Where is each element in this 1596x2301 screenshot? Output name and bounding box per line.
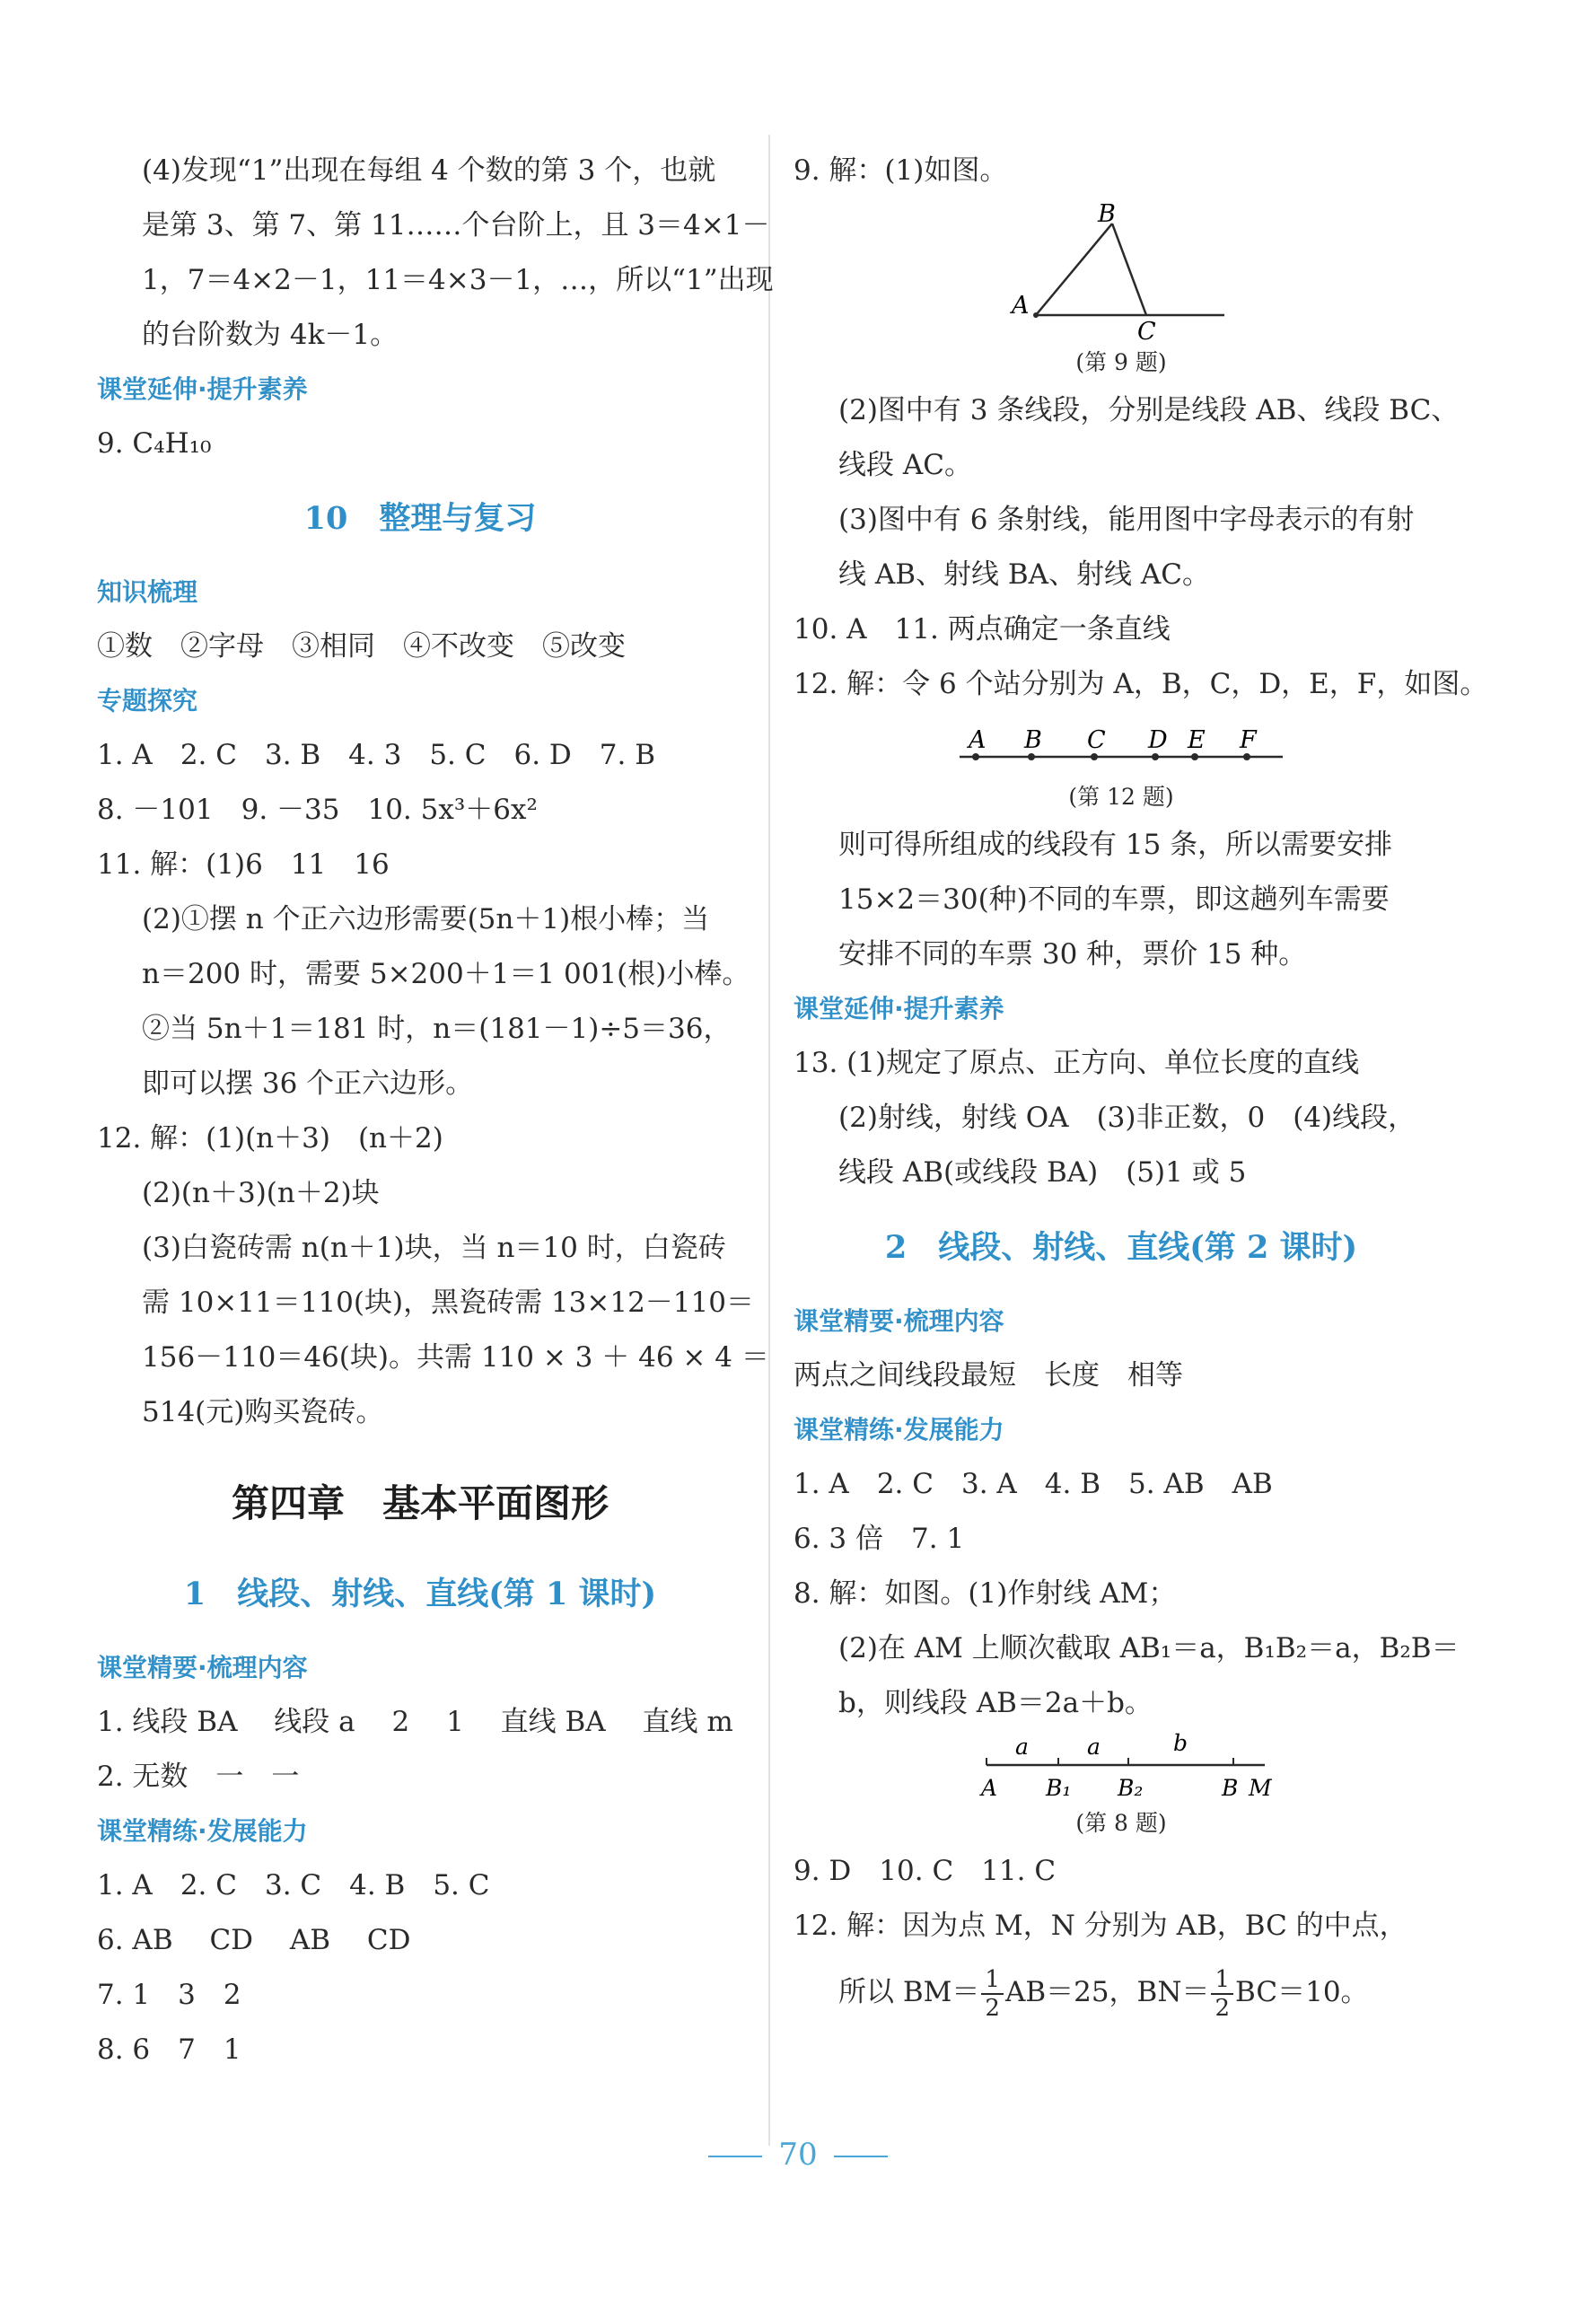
- section-heading: 课堂精练·发展能力: [794, 1415, 1004, 1445]
- figure-9-triangle: [1004, 198, 1238, 342]
- answer-line: 1. A 2. C 3. B 4. 3 5. C 6. D 7. B: [97, 739, 655, 771]
- figure-12-stations: [951, 712, 1292, 777]
- answer-line: 12. 解：(1)(n＋3) (n＋2): [97, 1122, 443, 1155]
- station-label: E: [1188, 726, 1206, 754]
- point-label: B₁: [1046, 1775, 1072, 1801]
- figure-caption: (第 12 题): [1068, 784, 1174, 810]
- text-part: BC＝10。: [1235, 1976, 1369, 2008]
- answer-line: 8. 解：如图。(1)作射线 AM；: [794, 1577, 1177, 1610]
- section-heading: 课堂精练·发展能力: [97, 1816, 308, 1846]
- station-label: B: [1024, 726, 1042, 754]
- answer-line: (2)射线，射线 OA (3)非正数，0 (4)线段，: [838, 1102, 1416, 1134]
- answer-line: n＝200 时，需要 5×200＋1＝1 001(根)小棒。: [142, 958, 750, 990]
- answer-line: 8. －101 9. －35 10. 5x³＋6x²: [97, 794, 538, 826]
- label-B: B: [1098, 200, 1116, 228]
- segment-label: b: [1173, 1731, 1188, 1756]
- answer-line: ②当 5n＋1＝181 时，n＝(181－1)÷5＝36，: [142, 1013, 732, 1045]
- answer-line: (4)发现“1”出现在每组 4 个数的第 3 个，也就: [142, 154, 716, 187]
- page-number: 70: [0, 2137, 1596, 2173]
- section-heading: 课堂精要·梳理内容: [97, 1653, 308, 1682]
- right-column: [794, 144, 1488, 2031]
- point-label: A: [981, 1775, 998, 1801]
- segment-label: a: [1087, 1734, 1101, 1760]
- answer-line: 需 10×11＝110(块)，黑瓷砖需 13×12－110＝: [142, 1287, 754, 1319]
- answer-line: (2)(n＋3)(n＋2)块: [142, 1177, 380, 1209]
- point-label: M: [1249, 1775, 1272, 1801]
- station-label: A: [969, 726, 987, 754]
- answer-line: 11. 解：(1)6 11 16: [97, 848, 390, 881]
- section-heading: 专题探究: [97, 686, 198, 716]
- answer-line: 1. A 2. C 3. C 4. B 5. C: [97, 1869, 490, 1901]
- answer-line: 则可得所组成的线段有 15 条，所以需要安排: [838, 829, 1393, 861]
- answer-line: 514(元)购买瓷砖。: [142, 1396, 384, 1428]
- answer-line: 线段 AC。: [838, 449, 972, 481]
- text-part: 所以 BM＝: [838, 1976, 980, 2008]
- answer-line: 9. D 10. C 11. C: [794, 1855, 1057, 1887]
- answer-line: (2)在 AM 上顺次截取 AB₁＝a，B₁B₂＝a，B₂B＝: [838, 1632, 1460, 1664]
- segment-label: a: [1015, 1734, 1029, 1760]
- section-heading: 课堂延伸·提升素养: [97, 374, 308, 404]
- answer-line: 的台阶数为 4k－1。: [142, 319, 399, 351]
- station-label: F: [1240, 726, 1257, 754]
- answer-line: 1. A 2. C 3. A 4. B 5. AB AB: [794, 1468, 1273, 1500]
- answer-line: 线 AB、射线 BA、射线 AC。: [838, 558, 1211, 591]
- section-title: 2 线段、射线、直线(第 2 课时): [884, 1229, 1358, 1266]
- left-column: [97, 144, 774, 2077]
- answer-line: 1，7＝4×2－1，11＝4×3－1，…，所以“1”出现: [142, 264, 774, 296]
- fraction: $\frac{1}{2}$: [1211, 1966, 1233, 2022]
- section-heading: 课堂精要·梳理内容: [794, 1306, 1004, 1336]
- point-label: B₂: [1118, 1775, 1144, 1801]
- answer-line: 15×2＝30(种)不同的车票，即这趟列车需要: [838, 883, 1390, 916]
- answer-line: 即可以摆 36 个正六边形。: [142, 1067, 474, 1100]
- answer-line: 9. C₄H₁₀: [97, 427, 212, 460]
- label-A: A: [1012, 292, 1030, 320]
- answer-line-fraction: [794, 1954, 1449, 2031]
- answer-line: (2)①摆 n 个正六边形需要(5n＋1)根小棒；当: [142, 903, 710, 935]
- answer-line: 156－110＝46(块)。共需 110 × 3 ＋ 46 × 4 ＝: [142, 1341, 769, 1374]
- figure-caption: (第 9 题): [1075, 349, 1167, 375]
- answer-line: 1. 线段 BA 线段 a 2 1 直线 BA 直线 m: [97, 1706, 733, 1738]
- answer-line: 13. (1)规定了原点、正方向、单位长度的直线: [794, 1047, 1360, 1079]
- answer-line: (3)图中有 6 条射线，能用图中字母表示的有射: [838, 504, 1415, 536]
- figure-caption: (第 8 题): [1075, 1810, 1167, 1836]
- answer-line: (3)白瓷砖需 n(n＋1)块，当 n＝10 时，白瓷砖: [142, 1232, 726, 1264]
- answer-line: 是第 3、第 7、第 11……个台阶上，且 3＝4×1－: [142, 209, 770, 242]
- station-label: D: [1148, 726, 1168, 754]
- answer-line: 线段 AB(或线段 BA) (5)1 或 5: [838, 1156, 1247, 1189]
- section-heading: 课堂延伸·提升素养: [794, 994, 1004, 1023]
- station-label: C: [1087, 726, 1106, 754]
- fraction: $\frac{1}{2}$: [981, 1966, 1004, 2022]
- answer-line: (2)图中有 3 条线段，分别是线段 AB、线段 BC、: [838, 394, 1460, 426]
- answer-line: 10. A 11. 两点确定一条直线: [794, 613, 1171, 646]
- text-part: AB＝25，BN＝: [1004, 1976, 1210, 2008]
- answer-line: 6. 3 倍 7. 1: [794, 1523, 965, 1555]
- section-heading: 知识梳理: [97, 577, 198, 607]
- answer-line: 6. AB CD AB CD: [97, 1924, 411, 1956]
- point-label: B: [1222, 1775, 1239, 1801]
- answer-line: b，则线段 AB＝2a＋b。: [838, 1687, 1153, 1719]
- answer-line: 8. 6 7 1: [97, 2033, 241, 2066]
- section-title: 10 整理与复习: [303, 500, 537, 537]
- column-divider: [768, 135, 770, 2146]
- figure-8-segments: [969, 1731, 1274, 1803]
- answer-line: 7. 1 3 2: [97, 1979, 241, 2011]
- answer-line: ①数 ②字母 ③相同 ④不改变 ⑤改变: [97, 630, 626, 663]
- answer-line: 9. 解：(1)如图。: [794, 154, 1008, 187]
- label-C: C: [1137, 318, 1156, 342]
- answer-line: 12. 解：因为点 M，N 分别为 AB，BC 的中点，: [794, 1910, 1407, 1942]
- answer-line: 2. 无数 一 一: [97, 1761, 300, 1793]
- answer-line: 两点之间线段最短 长度 相等: [794, 1359, 1183, 1392]
- answer-line: 安排不同的车票 30 种，票价 15 种。: [838, 938, 1307, 970]
- chapter-title: 第四章 基本平面图形: [231, 1481, 609, 1525]
- section-title: 1 线段、射线、直线(第 1 课时): [183, 1576, 657, 1612]
- answer-line: 12. 解：令 6 个站分别为 A，B，C，D，E，F，如图。: [794, 668, 1488, 700]
